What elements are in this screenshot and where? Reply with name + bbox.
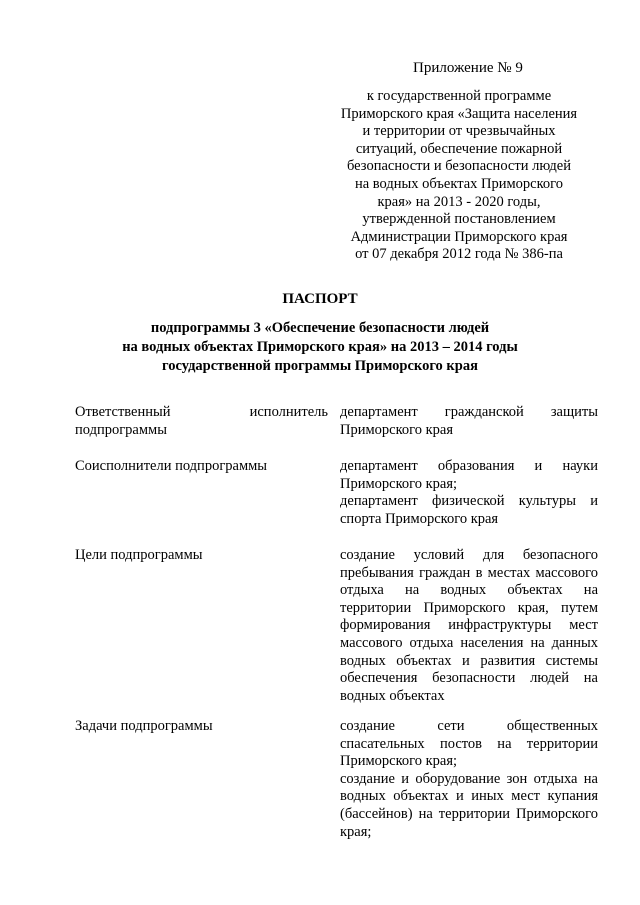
row-value-paragraph: создание и оборудование зон отдыха на водных объектах и иных мест купания (бассейнов) на территории Приморского края; bbox=[340, 770, 598, 840]
annex-reference-line: от 07 декабря 2012 года № 386-па bbox=[355, 246, 563, 263]
annex-reference-line: и территории от чрезвычайных bbox=[362, 123, 556, 140]
annex-reference-line: безопасности и безопасности людей bbox=[347, 158, 571, 175]
row-value bbox=[340, 547, 598, 705]
annex-reference-line: Приморского края «Защита населения bbox=[340, 105, 578, 122]
row-value-paragraph: создание сети общественных спасательных постов на территории Приморского края; bbox=[340, 718, 598, 770]
row-value-paragraph: департамент гражданской защиты Приморского края bbox=[340, 404, 598, 438]
row-label bbox=[75, 404, 328, 439]
annex-reference bbox=[326, 88, 592, 264]
subtitle-line: подпрограммы 3 «Обеспечение безопасности людей bbox=[150, 320, 490, 336]
annex-reference-line: края» на 2013 - 2020 годы, bbox=[377, 193, 541, 210]
annex-reference-line: Администрации Приморского края bbox=[350, 228, 568, 245]
row-value-paragraph: департамент физической культуры и спорта Приморского края bbox=[340, 493, 598, 527]
row-label: Соисполнители подпрограммы bbox=[75, 458, 268, 474]
document-subtitle bbox=[0, 319, 640, 376]
annex-reference-line: утвержденной постановлением bbox=[362, 211, 556, 228]
annex-reference-line: к государственной программе bbox=[366, 88, 552, 104]
subtitle-line: государственной программы Приморского края bbox=[162, 358, 478, 374]
row-value bbox=[340, 404, 598, 439]
row-value-paragraph: департамент образования и науки Приморского края; bbox=[340, 458, 598, 492]
row-label-word: Ответственный bbox=[75, 404, 171, 420]
row-value-paragraph: создание условий для безопасного пребывания граждан в местах массового отдыха на водных объектах на территории Приморского края, путем формирования инфраструктуры мест массового отдыха населения на данных водных объектах и развития системы обеспечения безопасности людей на водных объектах bbox=[340, 547, 598, 704]
annex-reference-line: ситуаций, обеспечение пожарной bbox=[355, 140, 563, 157]
row-label-word: исполнитель bbox=[249, 404, 328, 420]
annex-number: Приложение № 9 bbox=[413, 60, 523, 76]
row-label: Задачи подпрограммы bbox=[75, 718, 213, 734]
row-label: Цели подпрограммы bbox=[75, 547, 203, 563]
annex-reference-line: на водных объектах Приморского bbox=[354, 175, 564, 192]
row-label-rest: подпрограммы bbox=[75, 421, 167, 438]
row-value bbox=[340, 718, 598, 841]
subtitle-line: на водных объектах Приморского края» на 2013 – 2014 годы bbox=[122, 339, 518, 355]
document-title: ПАСПОРТ bbox=[282, 291, 358, 307]
row-value bbox=[340, 458, 598, 528]
